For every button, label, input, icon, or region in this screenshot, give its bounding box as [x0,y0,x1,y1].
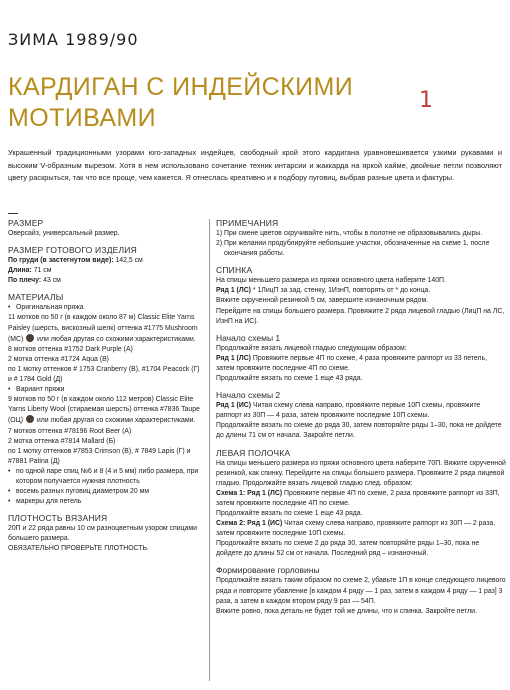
length-measure [8,266,204,276]
left-front-cast-on: На спицы меньшего размера из пряжи основного цвета наберите 70П. Вяжите скрученной резинкой, как спинку. Перейдите на спицы большего размера. Провяжите 2 ряда лицевой гладью. Продолжайте вязать лицевой гладью след. образом: [216,459,506,487]
materials-heading: МАТЕРИАЛЫ [8,292,64,303]
notes-section [216,218,506,259]
gauge-text: 20П и 22 ряда равны 10 см разноцветным узором спицами большего размера. [8,525,197,543]
column-divider [209,219,210,681]
variant-yarn-b: 2 мотка оттенка #7814 Mallard (Б) [8,437,116,445]
chart2-row-1: Ряд 1 (ИС) Читая схему слева направо, провяжите первые 10П схемы, провяжите раппорт из 30П — 4 раза, затем провяжите последние 10П схемы. [216,402,481,420]
gauge-section [8,513,204,554]
right-column [216,218,506,623]
original-yarn-main: 11 мотков по 50 г (в каждом около 87 м) Classic Elite Yarns Paisley (шерсть, вискозный шелк) оттенка #1775 Mushroom (МС) или любая другая со схожими характеристиками. [8,314,198,343]
neckline-heading: Формирование горловины [216,565,320,576]
needles-item: • по одной паре спиц №6 и 8 (4 и 5 мм) либо размера, при котором получается нужная плотность [8,467,204,487]
neckline-finish: Вяжите ровно, пока деталь не будет той же длины, что и спинка. Закройте петли. [216,607,477,615]
title-line-2: МОТИВАМИ [8,104,157,132]
back-row-1: Ряд 1 (ЛС) * 1ЛицП за зад. стенку, 1ИзнП, повторять от * до конца. [216,287,431,295]
pattern-number: 1 [419,88,433,113]
back-switch: Перейдите на спицы большего размера. Провяжите 2 ряда лицевой гладью (ЛицП на ЛС, ИзнП на ИС). [216,307,505,325]
title-line-1: КАРДИГАН С ИНДЕЙСКИМИ [8,73,354,101]
gauge-heading: ПЛОТНОСТЬ ВЯЗАНИЯ [8,513,108,524]
yarn-swatch-icon [26,334,34,342]
materials-section [8,292,204,507]
left-front-heading: ЛЕВАЯ ПОЛОЧКА [216,447,291,458]
chart1-heading: Начало схемы 1 [216,332,281,343]
size-text: Оверсайз, универсальный размер. [8,230,120,237]
markers-item: • маркеры для петель [8,497,204,507]
size-heading: РАЗМЕР [8,218,44,228]
chart1-continue: Продолжайте вязать по схеме 1 еще 43 ряда. [216,375,363,383]
size-section [8,218,204,239]
note-2: 2) При желании продублируйте небольшие участки, обозначенные на схеме 1, после окончания работы. [216,240,490,258]
chart2-heading: Начало схемы 2 [216,390,281,401]
shoulder-value: 43 см [41,277,61,285]
variant-yarn-label: • Вариант пряжи [8,385,204,395]
left-front-chart1-continue: Продолжайте вязать по схеме 1 еще 43 ряда. [216,509,363,517]
length-label: Длина: [8,267,32,275]
chest-label: По груди (в застегнутом виде): [8,257,114,265]
variant-yarn-accents: по 1 мотку оттенков #7853 Crimson (B), # 7849 Lapis (Г) и #7881 Patina (Д) [8,447,191,465]
shoulder-measure [8,276,204,286]
left-front-chart1-row: Схема 1: Ряд 1 (ЛС) Провяжите первые 4П по схеме, 2 раза провяжите раппорт из 33П, затем провяжите последние 4П по схеме. [216,489,500,507]
neckline-shaping: Продолжайте вязать таким образом по схеме 2, убавьте 1П в конце следующего лицевого ряда и повторите убавление [в каждом 4 ряду — 1 раз, затем в каждом 4 ряду — 1 раз] 3 раза, а затем в каждом втором ряду 9 раз — 54П. [216,577,506,605]
left-front-chart2-row: Схема 2: Ряд 1 (ИС) Читая схему слева направо, провяжите раппорт из 30П — 2 раза, затем провяжите последние 10П схемы. [216,520,496,538]
chart1-section [216,333,506,384]
dimensions-heading: РАЗМЕР ГОТОВОГО ИЗДЕЛИЯ [8,245,137,256]
original-yarn-a: 8 мотков оттенка #1752 Dark Purple (A) [8,345,133,353]
back-rib: Вяжите скрученной резинкой 5 см, завершите изнаночным рядом. [216,297,429,305]
article-title [8,72,408,134]
note-1: 1) При смене цветов скручивайте нить, чтобы в полотне не образовывались дыры. [216,230,483,237]
issue-header: ЗИМА 1989/90 [8,30,139,49]
shoulder-label: По плечу: [8,277,42,285]
buttons-item: • восемь разных пуговиц диаметром 20 мм [8,487,204,497]
yarn-swatch-icon [26,415,34,423]
left-front-section [216,448,506,560]
neckline-section [216,565,506,616]
variant-yarn-a: 7 мотков оттенка #78196 Root Beer (A) [8,427,132,435]
gauge-check: ОБЯЗАТЕЛЬНО ПРОВЕРЬТЕ ПЛОТНОСТЬ. [8,545,149,553]
chart1-intro: Продолжайте вязать лицевой гладью следующим образом: [216,344,407,352]
back-cast-on: На спицы меньшего размера из пряжи основного цвета наберите 140П. [216,277,446,285]
variant-yarn-main: 9 мотков по 50 г (в каждом около 112 метров) Classic Elite Yarns Liberty Wool (стираемая шерсть) оттенка #7836 Taupe (ОЦ) или любая другая со схожими характеристиками. [8,396,200,425]
chart2-section [216,390,506,441]
chart1-row-1: Ряд 1 (ЛС) Провяжите первые 4П по схеме, 4 раза провяжите раппорт из 33 петель, затем провяжите последние 4П по схеме. [216,354,488,372]
intro-paragraph: Украшенный традиционными узорами юго-западных индейцев, свободный крой этого кардигана уравновешивается узкими рукавами и высоким V-образным вырезом. Хотя в нем использовано сочетание техник интарсии и жаккарда на яркой кайме, двойные петли позволяют цвету раскрыться, так что все проще, чем кажется. Я отнеслась креативно и к подбору пуговиц, выбрав разные цвета и фактуры. [8,148,502,183]
left-front-chart2-continue: Продолжайте вязать по схеме 2 до ряда 30, затем повторяйте ряды 1–30, пока не дойдете до длины 52 см от начала. Последний ряд – изнаночный. [216,540,480,558]
chest-value: 142,5 см [113,257,143,265]
dimensions-section [8,245,204,286]
left-column [8,218,204,561]
back-heading: СПИНКА [216,265,253,276]
length-value: 71 см [31,267,52,275]
chart2-continue: Продолжайте вязать по схеме до ряда 30, затем повторяйте ряды 1–30, пока не дойдете до длины 71 см от начала. Закройте петли. [216,422,502,440]
chest-measure [8,256,204,266]
original-yarn-accents: по 1 мотку оттенков # 1753 Cranberry (B), #1704 Peacock (Г) и # 1784 Gold (Д) [8,365,200,384]
original-yarn-b: 2 мотка оттенка #1724 Aqua (B) [8,355,109,363]
back-section [216,265,506,326]
original-yarn-label: • Оригинальная пряжа [8,303,204,313]
section-dash [8,213,18,214]
notes-heading: ПРИМЕЧАНИЯ [216,218,279,228]
